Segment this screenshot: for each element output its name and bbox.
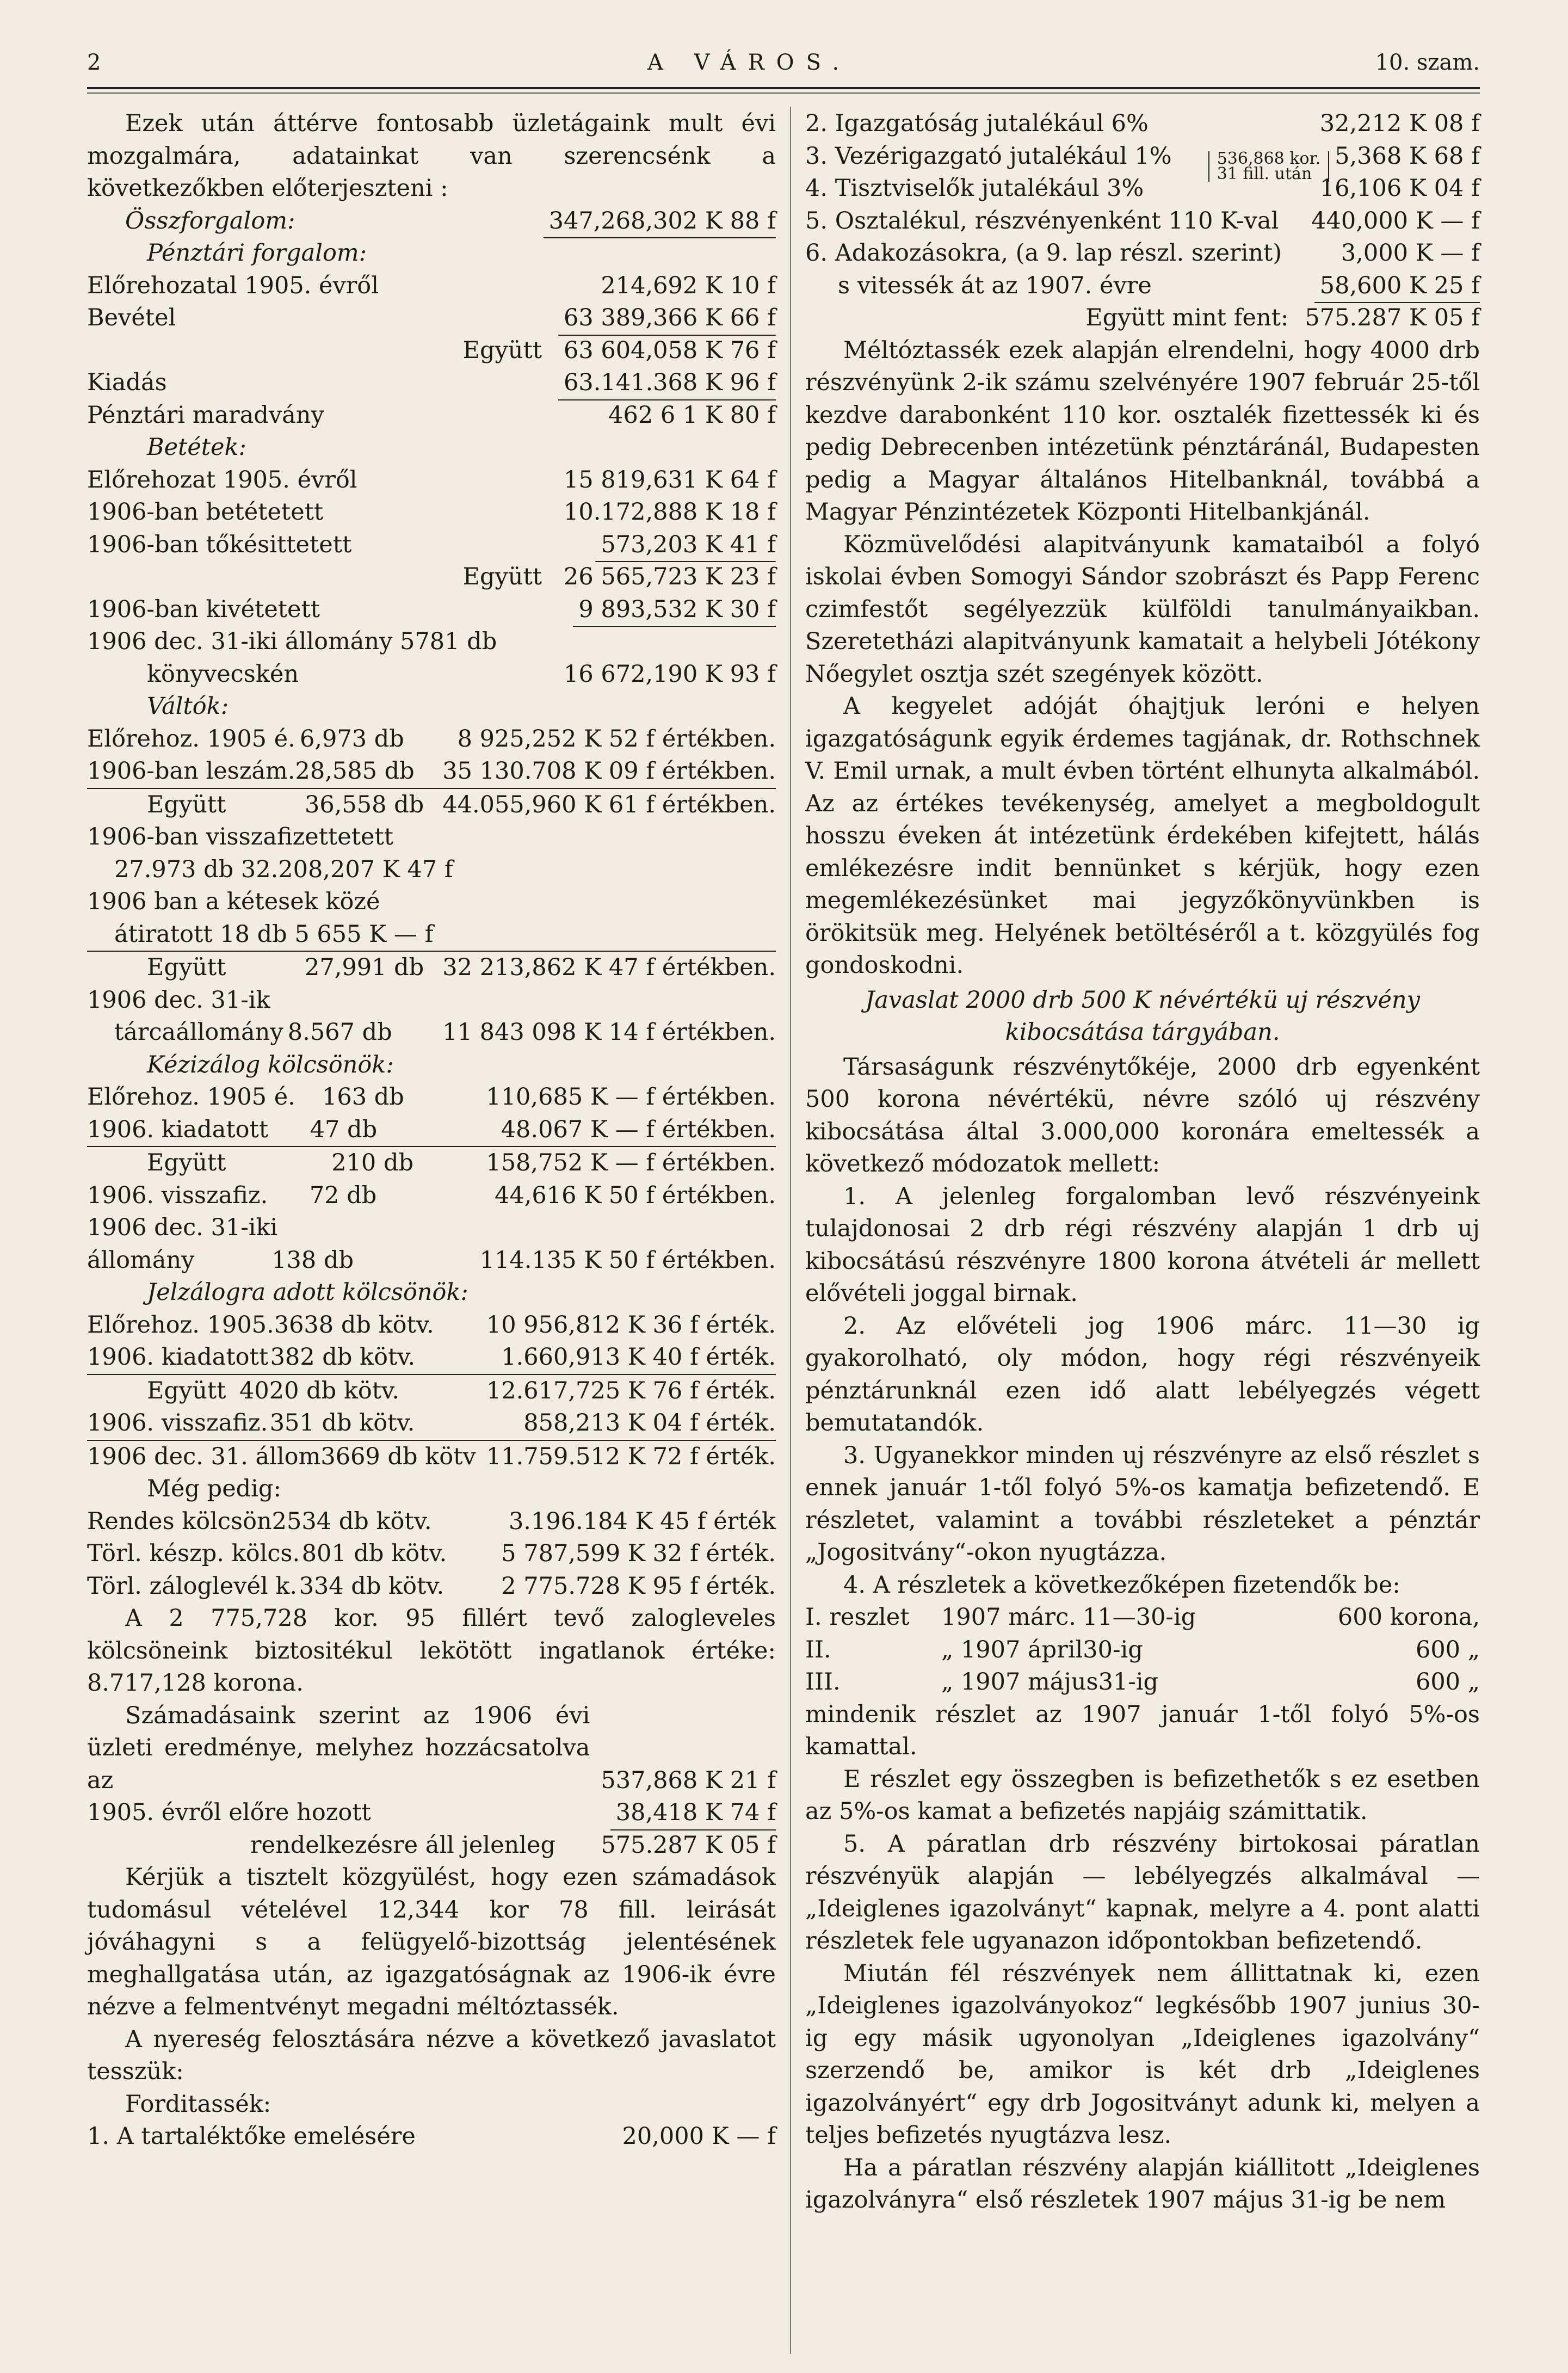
- cell-label: 1906-ban leszám.: [87, 757, 295, 785]
- paragraph: 3. Ugyanekkor minden uj részvényre az első részlet s ennek január 1-től folyó 5%-os kamatja befizetendő. E részletet, valamint a további részleteket a pénztár „Jogositvány“-okon nyugtázza.: [805, 1441, 1480, 1566]
- row-label: 5. Osztalékul, részvényenként 110 K-val: [805, 207, 1279, 235]
- cell-range: 31-ig: [1098, 1668, 1159, 1696]
- row-amount: 16 672,190 K 93 f: [564, 660, 776, 688]
- cell-count: 801 db kötv.: [301, 1540, 447, 1567]
- cell-count: 3669 db kötv: [320, 1443, 476, 1470]
- cell-value: 48.067 K — f értékben.: [501, 1115, 776, 1143]
- row-label: 1906-ban tőkésittetett: [87, 531, 352, 558]
- row-label: 1905. évről előre hozott: [87, 1799, 371, 1826]
- paragraph: A 2 775,728 kor. 95 fillért tevő zalogleveles kölcsöneink biztositékul lekötött ingatlanok értéke: 8.717,128 korona.: [87, 1605, 776, 1697]
- cell-label: Együtt: [147, 1377, 226, 1404]
- row-label: Bevétel: [87, 304, 176, 331]
- cell-value: 10 956,812 K 36 f érték.: [486, 1311, 776, 1339]
- cell-count: 138 db: [271, 1246, 354, 1274]
- ledger-row: [87, 2121, 776, 2153]
- line-text: 1906-ban visszafizettetett: [87, 823, 394, 850]
- cell-count: 6,973 db: [300, 725, 404, 753]
- cell-label: I. reszlet: [805, 1604, 910, 1631]
- text-line: [87, 2088, 776, 2121]
- ledger-row: [805, 270, 1480, 303]
- paragraph: Számadásaink szerint az 1906 évi üzleti eredménye, melyhez hozzácsatolva az: [87, 1702, 590, 1794]
- ledger-row: [805, 140, 1480, 183]
- paragraph: mindenik részlet az 1907 január 1-től folyó 5%-os kamattal.: [805, 1700, 1480, 1760]
- osszforgalom-label: Összforgalom:: [125, 207, 295, 235]
- cell-amount: 600 korona,: [1337, 1604, 1480, 1631]
- cell-value: 2 775.728 K 95 f érték.: [501, 1572, 776, 1600]
- row-label: 1906-ban betétetett: [87, 498, 324, 526]
- cell-label: 1906. kiadatott: [87, 1343, 269, 1371]
- row-amount: 16,106 K 04 f: [1319, 175, 1480, 202]
- cell-value: 32 213,862 K 47 f értékben.: [442, 954, 776, 981]
- row-amount: 20,000 K — f: [622, 2123, 776, 2150]
- ledger-row: [805, 172, 1480, 205]
- brace-note-line: 31 fill. után: [1217, 164, 1312, 183]
- cell-value: 114.135 K 50 f értékben.: [479, 1246, 776, 1274]
- row-label: 3. Vezérigazgató jutalékául 1%: [805, 142, 1172, 170]
- row-amount: 440,000 K — f: [1311, 207, 1480, 235]
- text-line: [87, 821, 776, 854]
- table-row: [87, 1375, 776, 1408]
- row-amount: 537,868 K 21 f: [601, 1766, 776, 1794]
- brace-note-line: 536,868 kor.: [1217, 149, 1321, 168]
- row-label: 2. Igazgatóság jutalékául 6%: [805, 110, 1149, 137]
- header-rule: [87, 87, 1480, 89]
- intro-paragraph: Ezek után áttérve fontosabb üzletágaink mult évi mozgalmára, adatainkat van szerencsénk a következőkben előterjeszteni :: [87, 110, 776, 202]
- row-amount: 573,203 K 41 f: [595, 529, 776, 563]
- row-amount: 5,368 K 68 f: [1335, 142, 1480, 170]
- cell-value: 3.196.184 K 45 f érték: [508, 1507, 776, 1535]
- row-amount: 462 6 1 K 80 f: [608, 401, 776, 429]
- cell-count: 72 db: [309, 1181, 377, 1209]
- section-heading: Betétek:: [147, 434, 247, 461]
- table-row: [87, 1538, 776, 1570]
- cell-range: 11—30-ig: [1083, 1604, 1196, 1631]
- row-amount: 9 893,532 K 30 f: [573, 594, 776, 627]
- row-label: Együtt mint fent:: [1085, 304, 1289, 331]
- cell-count: 27,991 db: [305, 954, 424, 981]
- ledger-row: [87, 496, 776, 529]
- cell-label: Törl. készp. kölcs.: [87, 1540, 300, 1567]
- left-column: [87, 108, 776, 2153]
- line-text: 27.973 db 32.208,207 K 47 f: [114, 855, 453, 883]
- ledger-row: [87, 529, 776, 562]
- ledger-row: [805, 108, 1480, 140]
- row-label: 1906 dec. 31-iki állomány 5781 db: [87, 628, 497, 655]
- ledger-row: [87, 302, 776, 335]
- row-label: s vitessék át az 1907. évre: [838, 272, 1152, 299]
- ledger-row: [87, 658, 776, 691]
- row-label: 1. A tartaléktőke emelésére: [87, 2123, 416, 2150]
- paragraph: 1. A jelenleg forgalomban levő részvényeink tulajdonosai 2 drb régi részvény alapján 1 drb uj kibocsátású részvényre 1800 korona átvételi ár mellett elővételi joggal birnak.: [805, 1182, 1480, 1307]
- row-label: Előrehozatal 1905. évről: [87, 272, 379, 299]
- line-text: Még pedig:: [147, 1475, 281, 1502]
- cell-label: Előrehoz. 1905 é.: [87, 725, 295, 753]
- installment-row: [805, 1601, 1480, 1634]
- page-number: 2: [87, 50, 101, 75]
- ledger-row: [87, 205, 776, 238]
- cell-count: 28,585 db: [295, 757, 415, 785]
- ledger-row: [87, 1700, 776, 1797]
- cell-range: 30-ig: [1083, 1636, 1143, 1663]
- cell-label: 1906. kiadatott: [87, 1115, 269, 1143]
- cell-count: 382 db kötv.: [270, 1343, 416, 1371]
- row-amount: 63 389,366 K 66 f: [558, 302, 776, 336]
- row-label: Együtt: [462, 336, 542, 364]
- cell-label: Rendes kölcsön: [87, 1507, 272, 1535]
- table-row: [87, 1506, 776, 1538]
- section-heading: Jelzálogra adott kölcsönök:: [147, 1279, 468, 1306]
- cell-count: 334 db kötv.: [299, 1572, 445, 1600]
- cell-value: 35 130.708 K 09 f értékben.: [442, 757, 776, 785]
- cell-value: 110,685 K — f értékben.: [486, 1083, 776, 1111]
- paragraph: 5. A páratlan drb részvény birtokosai páratlan részvényük alapján — lebélyegzés alkalmával — „Ideiglenes igazolványt“ kapnak, melyre a 4. pont alatti részletek fele ugyanazon időpontokban befizetendő.: [805, 1830, 1480, 1955]
- osszforgalom-amount: 347,268,302 K 88 f: [544, 205, 776, 239]
- header-rule-thin: [87, 93, 1480, 94]
- ledger-row: [87, 626, 776, 658]
- row-amount: 575.287 K 05 f: [1305, 304, 1480, 331]
- table-row: [87, 1441, 776, 1474]
- ledger-row: [805, 237, 1480, 270]
- row-amount: 26 565,723 K 23 f: [564, 563, 776, 590]
- line-text: Forditassék:: [125, 2090, 271, 2118]
- table-row: [87, 951, 776, 984]
- text-line: [87, 919, 776, 951]
- table-row: [87, 789, 776, 822]
- row-label: 1906-ban kivétetett: [87, 595, 320, 623]
- paragraph: A nyereség felosztására nézve a következő javaslatot tesszük:: [87, 2025, 776, 2085]
- row-amount: 214,692 K 10 f: [601, 272, 776, 299]
- row-amount: 575.287 K 05 f: [601, 1831, 776, 1859]
- ledger-row: [87, 270, 776, 303]
- ledger-row: [805, 302, 1480, 335]
- table-row: [87, 1309, 776, 1342]
- cell-amount: 600 „: [1415, 1668, 1480, 1696]
- paragraph: E részlet egy összegben is befizethetők s ez esetben az 5%-os kamat a befizetés napjáig számittatik.: [805, 1765, 1480, 1825]
- section-heading: Kézizálog kölcsönök:: [147, 1051, 394, 1078]
- table-row: [87, 1244, 776, 1277]
- cell-count: 2534 db kötv.: [271, 1507, 432, 1535]
- row-label: 6. Adakozásokra, (a 9. lap részl. szerint): [805, 239, 1282, 267]
- row-label: Kiadás: [87, 369, 167, 396]
- paragraph: Miután fél részvények nem állittatnak ki, ezen „Ideiglenes igazolványokoz“ legkésőbb 1907 junius 30-ig egy másik ugyonolyan „Ideiglenes igazolvány“ szerzendő be, amikor is két drb „Ideiglenes igazolványért“ egy drb Jogositványt adunk ki, melyen a teljes befizetés nyugtázva lesz.: [805, 1959, 1480, 2149]
- row-amount: 63 604,058 K 76 f: [564, 336, 776, 364]
- cell-label: Együtt: [147, 791, 226, 818]
- cell-value: 11 843 098 K 14 f értékben.: [442, 1019, 776, 1046]
- cell-count: 3638 db kötv.: [274, 1311, 434, 1339]
- paragraph: 4. A részletek a következőképen fizetendők be:: [843, 1571, 1400, 1599]
- cell-amount: 600 „: [1415, 1636, 1480, 1663]
- cell-label: Előrehoz. 1905 é.: [87, 1083, 295, 1111]
- paragraph: Ha a páratlan részvény alapján kiállitott „Ideiglenes igazolványra“ első részletek 1907 május 31-ig be nem: [805, 2154, 1480, 2214]
- paragraph: Közmüvelődési alapitványunk kamataiból a folyó iskolai évben Somogyi Sándor szobrászt és Papp Ferenc czimfestőt segélyezzük külföldi tanulmányaikban. Szeretetházi alapitványunk kamatait a helybeli Jótékony Nőegylet osztja szét szegények között.: [805, 531, 1480, 688]
- row-label: könyvecskén: [147, 660, 299, 688]
- cell-label: III.: [805, 1668, 841, 1696]
- row-amount: 63.141.368 K 96 f: [558, 367, 776, 400]
- table-row: [87, 1016, 776, 1049]
- ledger-row: [87, 335, 776, 367]
- cell-value: 44,616 K 50 f értékben.: [494, 1181, 776, 1209]
- row-label: Pénztári maradvány: [87, 401, 324, 429]
- table-row: [87, 1147, 776, 1180]
- row-amount: 10.172,888 K 18 f: [564, 498, 776, 526]
- issue-number: 10. szam.: [1375, 50, 1480, 75]
- table-row: [87, 723, 776, 756]
- table-row: [87, 984, 776, 1017]
- cell-label: Előrehoz. 1905.: [87, 1311, 274, 1339]
- row-amount: 38,418 K 74 f: [610, 1797, 776, 1830]
- ledger-row: [87, 594, 776, 626]
- cell-date: 1907 márc.: [941, 1604, 1076, 1631]
- ledger-row: [87, 367, 776, 399]
- cell-label: Törl. záloglevél k.: [87, 1572, 298, 1600]
- paragraph: Társaságunk részvénytőkéje, 2000 drb egyenként 500 korona névértékü, névre szóló uj részvény kibocsátása által 3.000,000 koronára emeltessék a következő módozatok mellett:: [805, 1053, 1480, 1178]
- newspaper-title: A VÁROS.: [647, 50, 851, 75]
- cell-value: 158,752 K — f értékben.: [486, 1149, 776, 1176]
- line-text: átiratott 18 db 5 655 K — f: [114, 920, 434, 948]
- paragraph: A kegyelet adóját óhajtjuk leróni e helyen igazgatóságunk egyik érdemes tagjának, dr. Rothschnek V. Emil urnak, a mult évben történt elhunyta alkalmából. Az az értékes tevékenység, amelyet a megboldogult hosszu éveken át intézetünk érdekében kifejtett, hálás emlékezésre indit bennünket s kérjük, hogy ezen megemlékezésünket mai jegyzőkönyvünkben is örökitsük meg. Helyének betöltéséről a t. közgyülés fog gondoskodni.: [805, 693, 1480, 979]
- cell-count: 8.567 db: [287, 1019, 392, 1046]
- row-amount: 3,000 K — f: [1341, 239, 1480, 267]
- section-heading: Váltók:: [147, 693, 229, 720]
- installment-row: [805, 1666, 1480, 1699]
- row-label: Együtt: [462, 563, 542, 590]
- cell-label: Együtt: [147, 1149, 226, 1176]
- cell-value: 11.759.512 K 72 f érték.: [486, 1443, 776, 1470]
- cell-label: Együtt: [147, 954, 226, 981]
- cell-label: tárcaállomány: [114, 1019, 283, 1046]
- line-text: 1906 ban a kétesek közé: [87, 888, 380, 915]
- ledger-row: [87, 1829, 776, 1862]
- ledger-row: [87, 1797, 776, 1829]
- row-label: Előrehozat 1905. évről: [87, 466, 357, 494]
- paragraph: 2. Az elővételi jog 1906 márc. 11—30 ig gyakorolható, oly módon, hogy régi részvényeik pénztárunknál ezen idő alatt lebélyegzés végett bemutatandók.: [805, 1312, 1480, 1437]
- table-row: [87, 1407, 776, 1441]
- paragraph: Méltóztassék ezek alapján elrendelni, hogy 4000 drb részvényünk 2-ik számu szelvényére 1907 február 25-től kezdve darabonként 110 kor. osztalék fizettessék ki és pedig Debrecenben intézetünk pénztáránál, Budapesten pedig a Magyar általános Hitelbanknál, továbbá a Magyar Pénzintézetek Központi Hitelbankjánál.: [805, 336, 1480, 526]
- cell-label: 1906 dec. 31. állom: [87, 1443, 321, 1470]
- ledger-row: [87, 561, 776, 594]
- table-row: [87, 1180, 776, 1212]
- paragraph: Kérjük a tisztelt közgyülést, hogy ezen számadások tudomásul vételével 12,344 kor 78 fill. leirását jóváhagyni s a felügyelő-bizottság jelentésének meghallgatása után, az igazgatóságnak az 1906-ik évre nézve a felmentvényt megadni méltóztassék.: [87, 1864, 776, 2020]
- row-amount: 15 819,631 K 64 f: [564, 466, 776, 494]
- ledger-row: [87, 399, 776, 432]
- row-label: rendelkezésre áll jelenleg: [250, 1831, 555, 1859]
- text-line: [87, 1473, 776, 1506]
- cell-label: 1906 dec. 31-iki: [87, 1214, 278, 1241]
- text-line: [87, 886, 776, 919]
- cell-count: 36,558 db: [305, 791, 424, 818]
- cell-value: 44.055,960 K 61 f értékben.: [442, 791, 776, 818]
- cell-count: 351 db kötv.: [269, 1409, 415, 1437]
- ledger-row: [87, 464, 776, 497]
- cell-value: 5 787,599 K 32 f érték.: [501, 1540, 776, 1567]
- right-column: [805, 108, 1480, 2217]
- table-row: [87, 1114, 776, 1148]
- cell-value: 8 925,252 K 52 f értékben.: [457, 725, 776, 753]
- section-heading: Pénztári forgalom:: [147, 239, 367, 267]
- row-amount: 32,212 K 08 f: [1319, 110, 1480, 137]
- cell-count: 4020 db kötv.: [239, 1377, 399, 1404]
- cell-count: 47 db: [310, 1115, 378, 1143]
- section-heading: Javaslat 2000 drb 500 K névértékü uj részvény kibocsátása tárgyában.: [865, 986, 1420, 1046]
- table-row: [87, 1570, 776, 1603]
- table-row: [87, 1212, 776, 1244]
- cell-value: 858,213 K 04 f érték.: [523, 1409, 776, 1437]
- cell-count: 163 db: [322, 1083, 404, 1111]
- ledger-row: [805, 205, 1480, 238]
- cell-value: 12.617,725 K 76 f érték.: [486, 1377, 776, 1404]
- column-divider: [790, 107, 791, 2354]
- cell-date: „ 1907 ápril: [941, 1636, 1083, 1663]
- cell-label: 1906. visszafiz.: [87, 1181, 268, 1209]
- installment-row: [805, 1634, 1480, 1667]
- cell-count: 210 db: [331, 1149, 413, 1176]
- cell-label: 1906 dec. 31-ik: [87, 986, 270, 1014]
- page-header: [87, 50, 1480, 88]
- text-line: [87, 854, 776, 886]
- cell-label: II.: [805, 1636, 831, 1663]
- table-row: [87, 755, 776, 789]
- row-amount: 58,600 K 25 f: [1314, 270, 1480, 304]
- cell-date: „ 1907 május: [941, 1668, 1098, 1696]
- cell-label: 1906. visszafiz.: [87, 1409, 268, 1437]
- table-row: [87, 1341, 776, 1375]
- row-label: 4. Tisztviselők jutalékául 3%: [805, 175, 1144, 202]
- table-row: [87, 1081, 776, 1114]
- cell-label: állomány: [87, 1246, 195, 1274]
- cell-value: 1.660,913 K 40 f érték.: [501, 1343, 776, 1371]
